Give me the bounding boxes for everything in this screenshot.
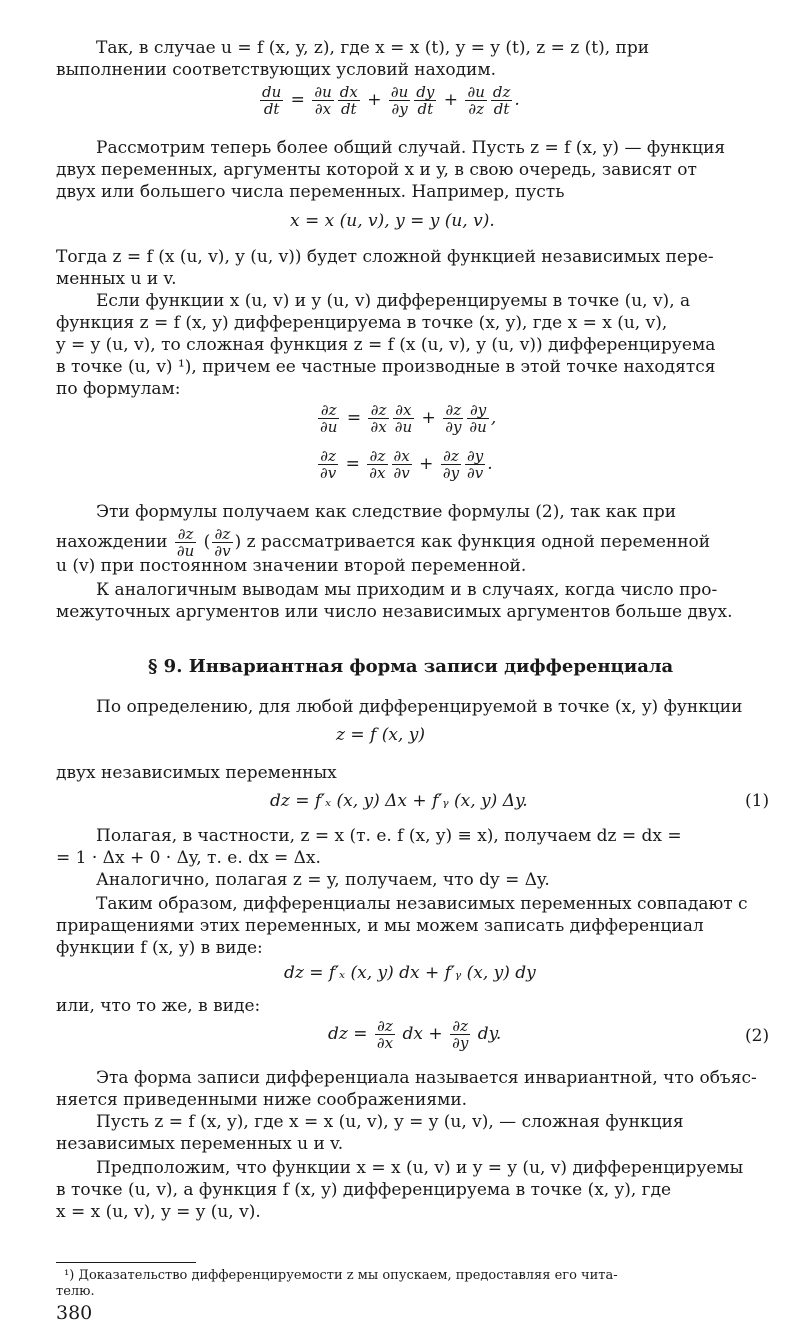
section-heading: § 9. Инвариантная форма записи дифференциала xyxy=(148,656,674,677)
p14-line3: x = x (u, v), y = y (u, v). xyxy=(56,1202,261,1222)
p3-line2: менных u и v. xyxy=(56,269,177,289)
p5-line1: Эти формулы получаем как следствие формулы (2), так как при xyxy=(96,502,677,522)
p1-line2: выполнении соответствующих условий находим. xyxy=(56,60,497,80)
equation-du-dt: $\frac{du}{dt}$ = $\frac{\partial u}{\partial x}$ $\frac{dx}{dt}$ + $\frac{\partial u}{\partial y}$ $\frac{dy}{dt}$ + $\frac{\partial u}{\partial z}$ $\frac{dz}{dt}$ . xyxy=(262,83,520,118)
p14-line1: Предположим, что функции x = x (u, v) и y = y (u, v) дифференцируемы xyxy=(96,1158,744,1178)
p9-line1: Полагая, в частности, z = x (т. е. f (x, y) ≡ x), получаем dz = dx = xyxy=(96,826,682,846)
equation-dz-du: $\frac{\partial z}{\partial u}$ = $\frac{\partial z}{\partial x}$ $\frac{\partial x}{\partial u}$ + $\frac{\partial z}{\partial y}$ $\frac{\partial y}{\partial u}$ , xyxy=(320,401,497,436)
p12-line1: Эта форма записи дифференциала называется инвариантной, что объяс- xyxy=(96,1068,757,1088)
footnote-rule xyxy=(56,1262,196,1263)
p14-line2: в точке (u, v), а функция f (x, y) дифференцируема в точке (x, y), где xyxy=(56,1180,672,1200)
p5-line2: нахождении $\frac{\partial z}{\partial u}$ ( $\frac{\partial z}{\partial v}$ ) z рассматривается как функция одной переменной xyxy=(56,525,711,560)
equation-dz-differential: dz = f′ₓ (x, y) dx + f′ᵧ (x, y) dy xyxy=(284,963,536,983)
p4-line2: функция z = f (x, y) дифференцируема в точке (x, y), где x = x (u, v), xyxy=(56,313,668,333)
p4-line1: Если функции x (u, v) и y (u, v) дифференцируемы в точке (u, v), а xyxy=(96,291,691,311)
p10-line1: Таким образом, дифференциалы независимых переменных совпадают с xyxy=(96,894,748,914)
equation-x-y-of-uv: x = x (u, v), y = y (u, v). xyxy=(290,211,495,231)
p12-line2: няется приведенными ниже соображениями. xyxy=(56,1090,468,1110)
footnote-line2: телю. xyxy=(56,1284,95,1299)
equation-1: dz = f′ₓ (x, y) Δx + f′ᵧ (x, y) Δy. xyxy=(270,791,528,811)
p5-line3: u (v) при постоянном значении второй переменной. xyxy=(56,556,527,576)
p9-line3: Аналогично, полагая z = y, получаем, что dy = Δy. xyxy=(96,870,550,890)
p9-line2: = 1 · Δx + 0 · Δy, т. е. dx = Δx. xyxy=(56,848,321,868)
p13-line2: независимых переменных u и v. xyxy=(56,1134,344,1154)
p4-line5: по формулам: xyxy=(56,379,181,399)
p10-line3: функции f (x, y) в виде: xyxy=(56,938,263,958)
p4-line3: y = y (u, v), то сложная функция z = f (x (u, v), y (u, v)) дифференцируема xyxy=(56,335,716,355)
footnote-line1: ¹) Доказательство дифференцируемости z мы опускаем, предоставляя его чита- xyxy=(64,1268,618,1283)
p8-line: двух независимых переменных xyxy=(56,763,337,783)
p2-line1: Рассмотрим теперь более общий случай. Пусть z = f (x, y) — функция xyxy=(96,138,726,158)
p6-line1: К аналогичным выводам мы приходим и в случаях, когда число про- xyxy=(96,580,718,600)
p2-line3: двух или большего числа переменных. Например, пусть xyxy=(56,182,565,202)
page-number: 380 xyxy=(56,1302,93,1324)
equation-2: dz = $\frac{\partial z}{\partial x}$ dx + $\frac{\partial z}{\partial y}$ dy. xyxy=(328,1017,502,1052)
p13-line1: Пусть z = f (x, y), где x = x (u, v), y = y (u, v), — сложная функция xyxy=(96,1112,684,1132)
p2-line2: двух переменных, аргументы которой x и y, в свою очередь, зависят от xyxy=(56,160,697,180)
equation-1-number: (1) xyxy=(745,791,770,811)
p4-line4: в точке (u, v) ¹), причем ее частные производные в этой точке находятся xyxy=(56,357,716,377)
equation-z-fxy: z = f (x, y) xyxy=(336,725,425,745)
equation-dz-dv: $\frac{\partial z}{\partial v}$ = $\frac{\partial z}{\partial x}$ $\frac{\partial x}{\partial v}$ + $\frac{\partial z}{\partial y}$ $\frac{\partial y}{\partial v}$ . xyxy=(320,447,493,482)
p1-line1: Так, в случае u = f (x, y, z), где x = x (t), y = y (t), z = z (t), при xyxy=(96,38,650,58)
equation-2-number: (2) xyxy=(745,1026,770,1046)
p10-line2: приращениями этих переменных, и мы можем записать дифференциал xyxy=(56,916,704,936)
p7-line1: По определению, для любой дифференцируемой в точке (x, y) функции xyxy=(96,697,743,717)
p11-line: или, что то же, в виде: xyxy=(56,996,261,1016)
p6-line2: межуточных аргументов или число независимых аргументов больше двух. xyxy=(56,602,733,622)
p3-line1: Тогда z = f (x (u, v), y (u, v)) будет сложной функцией независимых пере- xyxy=(56,247,714,267)
